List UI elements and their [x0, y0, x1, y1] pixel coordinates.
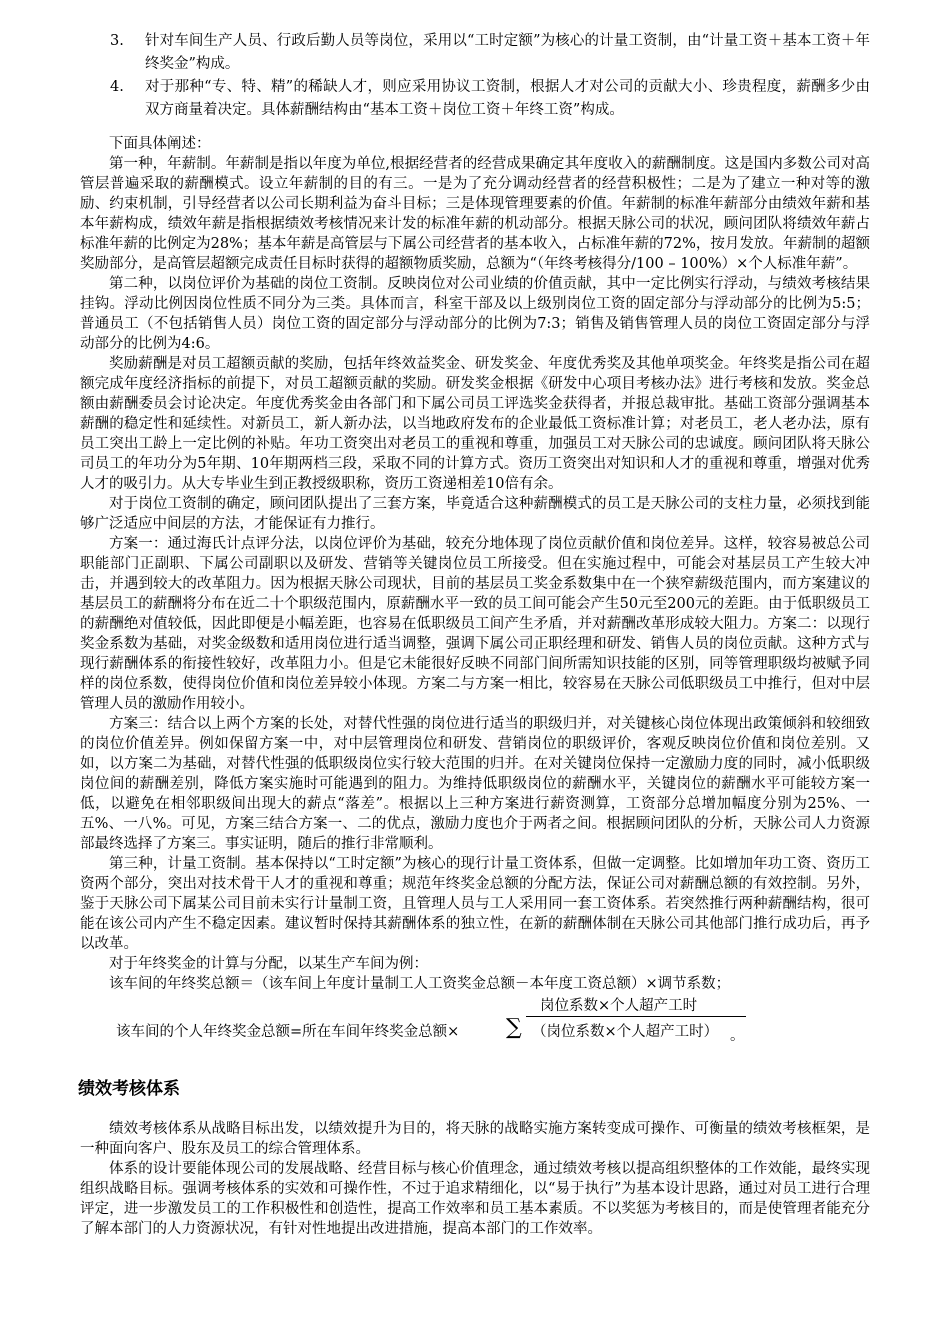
formula-denominator: （岗位系数×个人超产工时）	[532, 1024, 719, 1040]
list-text: 对于那种“专、特、精”的稀缺人才，则应采用协议工资制，根据人才对公司的贡献大小、珍贵程度，薪酬多少由双方商量着决定。具体薪酬结构由“基本工资＋岗位工资＋年终工资”构成。	[145, 79, 870, 118]
numbered-list	[80, 30, 870, 122]
fraction-bar	[526, 1016, 746, 1017]
formula-individual-bonus	[80, 994, 870, 1048]
list-item	[80, 76, 870, 122]
list-item	[80, 30, 870, 76]
paragraph-performance-design: 体系的设计要能体现公司的发展战略、经营目标与核心价值理念，通过绩效考核以提高组织整体的工作效能，最终实现组织战略目标。强调考核体系的实效和可操作性，不过于追求精细化，以“易于执行”为基本设计思路，通过对员工进行合理评定，进一步激发员工的工作积极性和创造性，提高工作效率和员工基本素质。不以奖惩为考核目的，而是使管理者能充分了解本部门的人力资源状况，有针对性地提出改进措施，提高本部门的工作效率。	[80, 1161, 870, 1237]
list-number: 4.	[110, 79, 124, 95]
formula-end: 。	[730, 1028, 745, 1044]
paragraph-three-plans: 对于岗位工资制的确定，顾问团队提出了三套方案，毕竟适合这种薪酬模式的员工是天脉公司的支柱力量，必须找到能够广泛适应中间层的方法，才能保证有力推行。	[80, 496, 870, 532]
paragraph-year-end-bonus: 对于年终奖金的计算与分配，以某生产车间为例：	[109, 956, 428, 972]
paragraph-plan-three: 方案三：结合以上两个方案的长处，对替代性强的岗位进行适当的职级归并，对关键核心岗位体现出政策倾斜和较细致的岗位价值差异。例如保留方案一中，对中层管理岗位和研发、营销岗位的职级评价，客观反映岗位价值和岗位差别。又如，以方案二为基础，对替代性强的低职级岗位实行较大范围的归并。在对关键岗位保持一定激励力度的同时，减小低职级岗位间的薪酬差别，降低方案实施时可能遇到的阻力。为维持低职级岗位的薪酬水平，关键岗位的薪酬水平可能较方案一低，以避免在相邻职级间出现大的薪点“落差”。根据以上三种方案进行薪资测算，工资部分总增加幅度分别为25%、一五%、一八%。可见，方案三结合方案一、二的优点，激励力度也介于两者之间。根据顾问团队的分析，天脉公司人力资源部最终选择了方案三。事实证明，随后的推行非常顺利。	[80, 716, 870, 852]
formula-workshop-bonus: 该车间的年终奖总额＝（该车间上年度计量制工人工资奖金总额－本年度工资总额）×调节系数；	[109, 976, 731, 992]
paragraph-bonus: 奖励薪酬是对员工超额贡献的奖励，包括年终效益奖金、研发奖金、年度优秀奖及其他单项奖金。年终奖是指公司在超额完成年度经济指标的前提下，对员工超额贡献的奖励。研发奖金根据《研发中心项目考核办法》进行考核和发放。奖金总额由薪酬委员会讨论决定。年度优秀奖金由各部门和下属公司员工评选奖金获得者，并报总裁审批。基础工资部分强调基本薪酬的稳定性和延续性。对新员工，新人新办法，以当地政府发布的企业最低工资标准计算；对老员工，老人老办法，原有员工突出工龄上一定比例的补贴。年功工资突出对老员工的重视和尊重，加强员工对天脉公司的忠诚度。顾问团队将天脉公司员工的年功分为5年期、10年期两档三段，采取不同的计算方式。资历工资突出对知识和人才的重视和尊重，增强对优秀人才的吸引力。从大专毕业生到正教授级职称，资历工资递相差10倍有余。	[80, 356, 870, 492]
document-page	[80, 30, 870, 1239]
paragraph-position-salary: 第二种，以岗位评价为基础的岗位工资制。反映岗位对公司业绩的价值贡献，其中一定比例实行浮动，与绩效考核结果挂钩。浮动比例因岗位性质不同分为三类。具体而言，科室干部及以上级别岗位工资的固定部分与浮动部分的比例为5:5；普通员工（不包括销售人员）岗位工资的固定部分与浮动部分的比例为7:3；销售及销售管理人员的岗位工资固定部分与浮动部分的比例为4:6。	[80, 276, 870, 352]
paragraph-intro: 下面具体阐述：	[109, 136, 211, 152]
paragraph-performance-intro: 绩效考核体系从战略目标出发，以绩效提升为目的，将天脉的战略实施方案转变成可操作、可衡量的绩效考核框架，是一种面向客户、股东及员工的综合管理体系。	[80, 1121, 870, 1157]
paragraph-piece-rate: 第三种，计量工资制。基本保持以“工时定额”为核心的现行计量工资体系，但做一定调整。比如增加年功工资、资历工资两个部分，突出对技术骨干人才的重视和尊重；规范年终奖金总额的分配方法，保证公司对薪酬总额的有效控制。另外，鉴于天脉公司下属某公司目前未实行计量制工资，且管理人员与工人采用同一套工资体系。若突然推行两种薪酬结构，很可能在该公司内产生不稳定因素。建议暂时保持其薪酬体系的独立性，在新的薪酬体制在天脉公司其他部门推行成功后，再予以改革。	[80, 856, 870, 952]
paragraph-plan-one-two: 方案一：通过海氏计点评分法，以岗位评价为基础，较充分地体现了岗位贡献价值和岗位差异。这样，较容易被总公司职能部门正副职、下属公司副职以及研发、营销等关键岗位员工所接受。但在实施过程中，可能会对基层员工产生较大冲击，并遇到较大的改革阻力。因为根据天脉公司现状，目前的基层员工奖金系数集中在一个狭窄薪级范围内，而方案建议的基层员工的薪酬将分布在近二十个职级范围内，原薪酬水平一致的员工间可能会产生50元至200元的差距。由于低职级员工的薪酬绝对值较低，因此即便是小幅差距，也容易在低职级员工间产生矛盾，并对薪酬改革形成较大阻力。方案二：以现行奖金系数为基础，对奖金级数和适用岗位进行适当调整，强调下属公司正职经理和研发、销售人员的岗位贡献。这种方式与现行薪酬体系的衔接性较好，改革阻力小。但是它未能很好反映不同部门间所需知识技能的区别，同等管理职级均被赋予同样的岗位系数，使得岗位价值和岗位差异较小体现。方案二与方案一相比，较容易在天脉公司低职级员工中推行，但对中层管理人员的激励作用较小。	[80, 536, 870, 712]
list-text: 针对车间生产人员、行政后勤人员等岗位，采用以“工时定额”为核心的计量工资制，由“计量工资＋基本工资＋年终奖金”构成。	[145, 33, 870, 72]
section-title: 绩效考核体系	[78, 1079, 180, 1099]
list-number: 3.	[110, 33, 124, 49]
formula-numerator: 岗位系数×个人超产工时	[540, 998, 698, 1014]
formula-lhs: 该车间的个人年终奖金总额=所在车间年终奖金总额×	[116, 1024, 460, 1040]
paragraph-annual-salary: 第一种，年薪制。年薪制是指以年度为单位,根据经营者的经营成果确定其年度收入的薪酬制度。这是国内多数公司对高管层普遍采取的薪酬模式。设立年薪制的目的有三。一是为了充分调动经营者的经营积极性；二是为了建立一种对等的激励、约束机制，引导经营者以公司长期利益为奋斗目标；三是体现管理要素的价值。年薪制的标准年薪部分由绩效年薪和基本年薪构成，绩效年薪是指根据绩效考核情况来计发的标准年薪的机动部分。根据天脉公司的状况，顾问团队将绩效年薪占标准年薪的比例定为28%；基本年薪是高管层与下属公司经营者的基本收入，占标准年薪的72%，按月发放。年薪制的超额奖励部分，是高管层超额完成责任目标时获得的超额物质奖励，总额为“（年终考核得分/100 – 100%）×个人标准年薪”。	[80, 156, 870, 272]
sigma-symbol: ∑	[506, 1015, 522, 1040]
